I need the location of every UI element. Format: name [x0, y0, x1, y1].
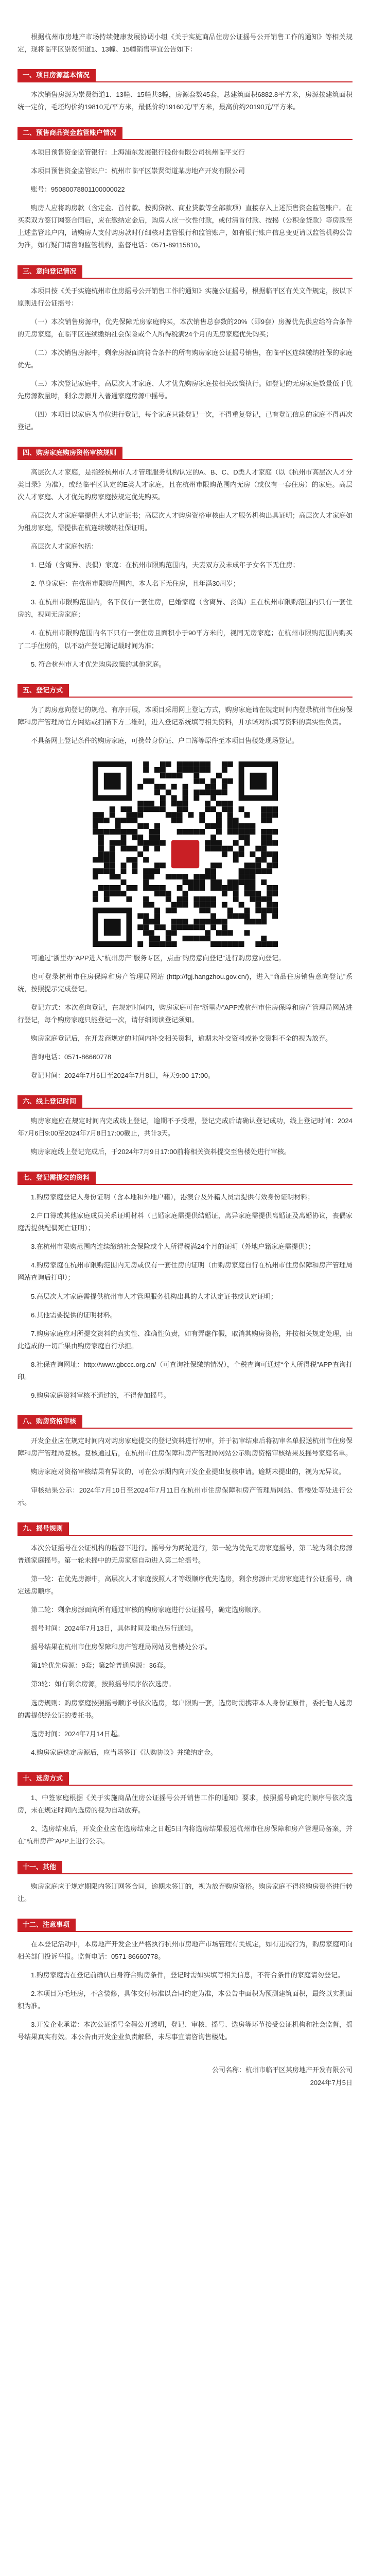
section-header [17, 1172, 353, 1185]
section-paragraph: 在本登记活动中，本房地产开发企业严格执行杭州市房地产市场管理有关规定，如有违规行为，购房家庭可向相关部门投诉举报。监督电话：0571-86660778。 [17, 1940, 353, 1961]
section-header [17, 1095, 353, 1109]
section-title: 十二、注意事项 [17, 1919, 76, 1931]
section-paragraph: 高层次人才家庭需提供人才认定证书；高层次人才购房资格审核由人才服务机构出具证明；高层次人才家庭如为租房家庭，需提供在杭连续缴纳社保证明。 [17, 512, 353, 532]
section-paragraph: 购房人应将购房款（含定金、首付款、按揭贷款、商业贷款等全部款项）直接存入上述预售资金监管账户。在买卖双方签订网签合同后，应在缴纳定金后，购房人应一次性付款，或付清首付款、按揭（公积金贷款）等房款至上述监管账户内，请购房人支付购房款时仔细核对监管银行和监管账户，如有银行账户信息变更请以监管机构公告为准，如有疑问请咨询监管机构，监督电话：0571-89115810。 [17, 204, 353, 249]
section-paragraph: 第3轮：如有剩余房源，按照摇号顺序依次选房。 [31, 1680, 175, 1688]
section-7 [17, 1172, 353, 1402]
section-header [17, 1522, 353, 1536]
section-paragraph: 1、中签家庭根据《关于实施商品住房公证摇号公开销售工作的通知》要求，按照摇号确定的顺序号依次选房，未在规定时间内选房的视为自动放弃。 [17, 1793, 353, 1814]
section-paragraph: 3.开发企业承诺：本次公证摇号全程公开透明，登记、审核、摇号、选房等环节接受公证机构和社会监督，摇号结果真实有效。本公告由开发企业负责解释，未尽事宜请咨询售楼处。 [17, 2021, 353, 2041]
section-header [17, 1919, 353, 1932]
section-paragraph: 本项目预售资金监管账户：杭州市临平区崇贤街道某房地产开发有限公司 [31, 167, 245, 175]
section-paragraph: 第二轮：剩余房源面向所有通过审核的购房家庭进行公证摇号，确定选房顺序。 [31, 1606, 266, 1614]
section-9 [17, 1522, 353, 1759]
qr-code-image[interactable] [93, 761, 278, 947]
section-title: 十一、其他 [17, 1861, 62, 1873]
section-paragraph: 5.高层次人才家庭需提供杭州市人才管理服务机构出具的人才认定证书或认定证明； [31, 1292, 277, 1300]
section-title: 六、线上登记时间 [17, 1095, 82, 1108]
section-paragraph: 5. 符合杭州市人才优先购房政策的其他家庭。 [31, 660, 166, 668]
section-6 [17, 1095, 353, 1158]
section-paragraph: 2.本项目为毛坯房，不含装修，具体交付标准以合同约定为准，本公告中面积为预测建筑面积，最终以实测面积为准。 [17, 1990, 353, 2010]
section-title: 五、登记方式 [17, 684, 69, 697]
section-paragraph: 账号：95080078801100000022 [31, 185, 125, 194]
section-11 [17, 1861, 353, 1905]
section-10 [17, 1772, 353, 1848]
section-paragraph: 本项目按《关于实施杭州市住房摇号公开销售工作的通知》实施公证摇号，根据临平区有关文件规定，按以下原则进行公证摇号： [17, 286, 353, 307]
section-paragraph: 3.在杭州市限购范围内连续缴纳社会保险或个人所得税满24个月的证明（外地户籍家庭需提供）； [31, 1243, 315, 1251]
section-paragraph: 1. 已婚（含离异、丧偶）家庭：在杭州市限购范围内，夫妻双方及未成年子女名下无住房； [31, 561, 299, 569]
section-paragraph: 第1轮优先房源：9套；第2轮普通房源：36套。 [31, 1662, 170, 1670]
section-paragraph: 审核结果公示：2024年7月10日至2024年7月11日在杭州市住房保障和房产管理局网站、售楼处等处进行公示。 [17, 1486, 353, 1507]
section-5 [17, 684, 353, 1082]
section-paragraph: 登记时间：2024年7月6日至2024年7月8日，每天9:00-17:00。 [31, 1072, 215, 1080]
section-paragraph: 摇号时间：2024年7月13日，具体时间及地点另行通知。 [31, 1624, 198, 1633]
section-paragraph: 2、选房结束后，开发企业应在选房结束之日起5日内将选房结果报送杭州市住房保障和房产管理局备案，并在“杭州房产”APP上进行公示。 [17, 1824, 353, 1845]
qr-code-block [17, 761, 353, 947]
section-title: 十、选房方式 [17, 1772, 69, 1785]
section-paragraph: （三）本次登记家庭中，高层次人才家庭、人才优先购房家庭按相关政策执行。如登记的无房家庭数量低于优先房源数量时，剩余房源并入普通家庭房源中摇号。 [17, 379, 353, 400]
section-paragraph: 9.购房家庭资料审核不通过的，不得参加摇号。 [31, 1391, 170, 1399]
section-paragraph: 咨询电话：0571-86660778 [31, 1053, 112, 1061]
section-3 [17, 265, 353, 433]
section-paragraph: 1.购房家庭登记人身份证明（含本地和外地户籍），港澳台及外籍人员需提供有效身份证明材料； [31, 1193, 314, 1201]
section-12 [17, 1919, 353, 2043]
section-paragraph: 摇号结果在杭州市住房保障和房产管理局网站及售楼处公示。 [31, 1643, 212, 1651]
section-paragraph: 购房家庭应在规定时间内完成线上登记，逾期不予受理，登记完成后请确认登记成功，线上登记时间：2024年7月6日9:00至2024年7月8日17:00截止，共计3天。 [17, 1117, 353, 1138]
section-paragraph: 购房家庭应于规定期限内签订网签合同，逾期未签订的，视为放弃购房资格。购房家庭不得将购房资格进行转让。 [17, 1882, 353, 1903]
footer [17, 2064, 353, 2089]
section-title: 三、意向登记情况 [17, 265, 82, 278]
section-paragraph: 购房家庭对资格审核结果有异议的，可在公示期内向开发企业提出复核申请。逾期未提出的，视为无异议。 [31, 1467, 346, 1476]
section-header [17, 1772, 353, 1786]
section-paragraph: 本次公证摇号在公证机构的监督下进行。摇号分为两轮进行，第一轮为优先无房家庭摇号，第二轮为剩余房源普通家庭摇号。第一轮未摇中的无房家庭自动进入第二轮摇号。 [17, 1544, 353, 1565]
section-paragraph: 登记方式：本次意向登记，在规定时间内，购房家庭可在“浙里办”APP或杭州市住房保障和房产管理局网站进行登记，每个购房家庭只能登记一次，请仔细阅读登记须知。 [17, 1003, 353, 1024]
section-paragraph: 购房家庭登记后，在开发商规定的时间内补交相关资料，逾期未补交资料或补交资料不全的视为放弃。 [31, 1034, 332, 1042]
section-paragraph: 为了购房意向登记的规范、有序开展，本项目采用网上登记方式，购房家庭请在规定时间内登录杭州市住房保障和房产管理局官方网站或扫描下方二维码，进入登记系统填写相关资料，并承诺对所填写资料的真实性负责。 [17, 705, 353, 726]
section-paragraph: 4. 在杭州市限购范围内名下只有一套住房且面积小于90平方米的，视同无房家庭；在杭州市限购范围内购买了二手住房的，以不动产登记簿记载时间为准； [17, 629, 353, 650]
section-paragraph: （二）本次销售房源中，剩余房源面向符合条件的所有购房家庭公证摇号销售，在临平区连续缴纳社保的家庭优先。 [17, 348, 353, 369]
section-paragraph: 4.购房家庭选定房源后，应当场签订《认购协议》并缴纳定金。 [31, 1748, 217, 1756]
section-paragraph: 也可登录杭州市住房保障和房产管理局网站 (http://fgj.hangzhou.gov.cn/)，进入“商品住房销售意向登记”系统，按照提示完成登记。 [17, 972, 353, 993]
intro-paragraph: 根据杭州市房地产市场持续健康发展协调小组《关于实施商品住房公证摇号公开销售工作的通知》等相关规定，现将临平区崇贤街道1、13幢、15幢销售事宜公告如下： [17, 33, 353, 54]
section-paragraph: 4.购房家庭在杭州市限购范围内无房或仅有一套住房的证明（由购房家庭自行在杭州市住房保障和房产管理局网站查询后打印）； [17, 1261, 353, 1282]
section-header [17, 1415, 353, 1429]
section-paragraph: 8.社保查询网址：http://www.gbccc.org.cn/（可查询社保缴纳情况），个税查询可通过“个人所得税”APP查询打印。 [17, 1360, 353, 1381]
section-paragraph: 选房时间：2024年7月14日起。 [31, 1730, 124, 1738]
section-paragraph: 第一轮：在优先房源中，高层次人才家庭按照人才等级顺序优先选房，剩余房源由无房家庭进行公证摇号，确定选房顺序。 [17, 1575, 353, 1596]
section-paragraph: 2.户口簿或其他家庭成员关系证明材料（已婚家庭需提供结婚证，离异家庭需提供离婚证及离婚协议，丧偶家庭需提供配偶死亡证明）； [17, 1212, 353, 1232]
section-paragraph: （一）本次销售房源中，优先保障无房家庭购买，本次销售总套数的20%（即9套）房源优先供应给符合条件的无房家庭，在临平区连续缴纳社会保险或个人所得税满24个月的无房家庭优先购买； [17, 317, 353, 338]
section-paragraph: 2. 单身家庭：在杭州市限购范围内，本人名下无住房，且年满30周岁； [31, 580, 240, 588]
section-paragraph: 1.购房家庭需在登记前确认自身符合购房条件，登记时需如实填写相关信息，不符合条件的家庭请勿登记。 [31, 1971, 344, 1979]
section-title: 九、摇号规则 [17, 1522, 69, 1535]
section-paragraph: 高层次人才家庭包括： [31, 543, 98, 551]
section-title: 七、登记需提交的资料 [17, 1172, 96, 1184]
section-paragraph: 高层次人才家庭，是指经杭州市人才管理服务机构认定的A、B、C、D类人才家庭（以《杭州市高层次人才分类目录》为准），或经临平区认定的E类人才家庭，且在杭州市限购范围内无房（或仅有一套住房）的家庭。高层次人才家庭、人才优先购房家庭按规定优先购买。 [17, 468, 353, 501]
section-header [17, 127, 353, 140]
section-paragraph: 可通过“浙里办”APP进入“杭州房产”服务专区，点击“购房意向登记”进行购房意向登记。 [31, 954, 285, 962]
footer-company: 公司名称：杭州市临平区某房地产开发有限公司 [212, 2066, 353, 2074]
section-title: 八、购房资格审核 [17, 1415, 82, 1428]
section-paragraph: 本次销售房源为崇贤街道1、13幢、15幢共3幢，房源套数45套，总建筑面积6882.8平方米，房源按建筑面积统一定价，毛坯均价约19810元/平方米，最低价约19160元/平方米，最高价约20190元/平方米。 [17, 91, 353, 111]
section-paragraph: 3. 在杭州市限购范围内，名下仅有一套住房，已婚家庭（含离异、丧偶）且在杭州市限购范围内只有一套住房的，视同无房家庭； [17, 598, 353, 619]
section-paragraph: 选房规则：购房家庭按照摇号顺序号依次选房，每户限购一套，选房时需携带本人身份证原件，委托他人选房的需提供经公证的委托书。 [17, 1699, 353, 1719]
section-header [17, 265, 353, 279]
section-paragraph: 7.购房家庭应对所提交资料的真实性、准确性负责，如有弄虚作假，取消其购房资格，并按相关规定处理，由此造成的一切后果由购房家庭自行承担。 [17, 1329, 353, 1350]
section-header [17, 69, 353, 82]
section-title: 一、项目房源基本情况 [17, 69, 96, 81]
section-paragraph: 6.其他需要提供的证明材料。 [31, 1311, 117, 1319]
section-paragraph: 购房家庭线上登记完成后，于2024年7月9日17:00前将相关资料提交至售楼处进行审核。 [31, 1148, 291, 1156]
section-title: 二、预售商品资金监管账户情况 [17, 127, 122, 139]
section-4 [17, 447, 353, 671]
section-header [17, 1861, 353, 1874]
sections-container [17, 69, 353, 2043]
section-paragraph: （四）本项目以家庭为单位进行登记，每个家庭只能登记一次，不得重复登记，已有登记信息的家庭不得再次登记。 [17, 410, 353, 431]
section-header [17, 447, 353, 460]
section-paragraph: 不具备网上登记条件的购房家庭，可携带身份证、户口簿等原件至本项目售楼处现场登记。 [31, 736, 299, 744]
section-paragraph: 本项目预售资金监管银行：上海浦东发展银行股份有限公司杭州临平支行 [31, 148, 245, 157]
section-header [17, 684, 353, 698]
section-8 [17, 1415, 353, 1509]
footer-date: 2024年7月5日 [310, 2079, 353, 2087]
section-1 [17, 69, 353, 113]
section-2 [17, 127, 353, 251]
section-title: 四、购房家庭购房资格审核规则 [17, 447, 122, 459]
section-paragraph: 开发企业应在规定时间内对购房家庭提交的登记资料进行初审，并于初审结束后将初审名单报送杭州市住房保障和房产管理局复核。复核通过后，在杭州市住房保障和房产管理局网站公示购房资格审核结果及摇号家庭名单。 [17, 1436, 353, 1457]
